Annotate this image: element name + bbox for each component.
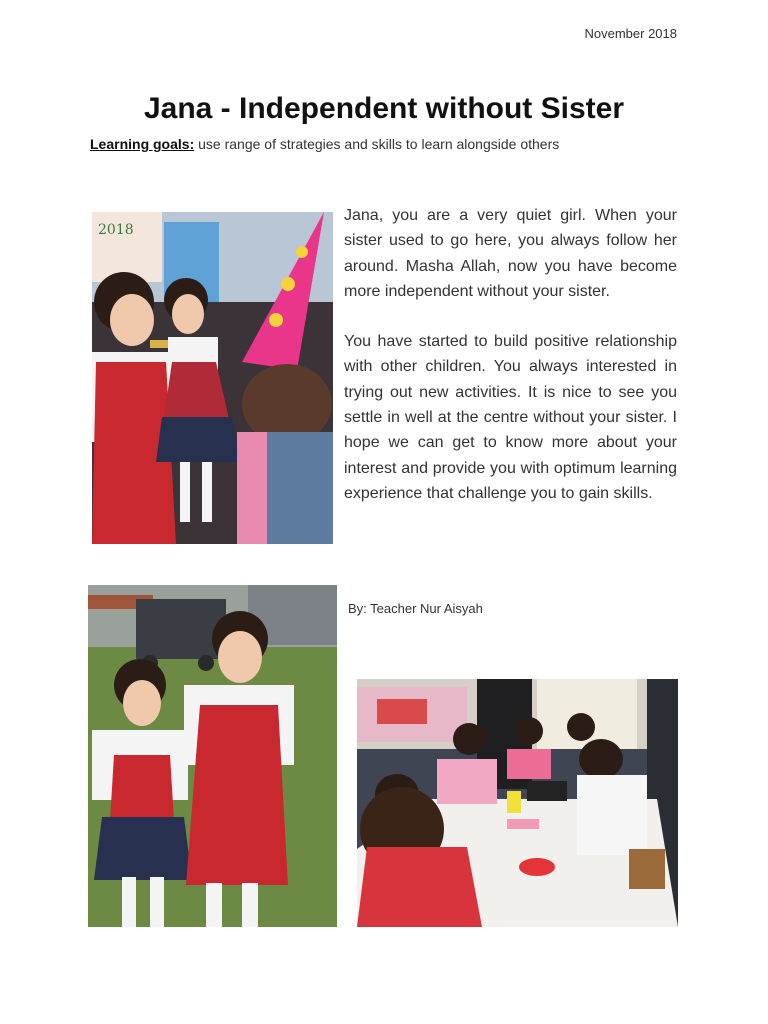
author-byline: By: Teacher Nur Aisyah	[348, 601, 483, 616]
photo-two-girls	[88, 585, 337, 927]
photo-sign-text: 2018	[98, 222, 134, 238]
learning-goals-label: Learning goals:	[90, 136, 195, 152]
document-date: November 2018	[584, 26, 677, 41]
paragraph-2: You have started to build positive relationship with other children. You always interested in trying out new activities. It is nice to see you settle in well at the centre without your sister. I hope we can get to know more about your interest and provide you with optimum learning experience that challenge you to gain skills.	[344, 333, 677, 502]
paragraph-1: Jana, you are a very quiet girl. When your sister used to go here, you always follow her around. Masha Allah, now you have become more independent without your sister.	[344, 207, 677, 300]
page-title: Jana - Independent without Sister	[143, 92, 625, 125]
learning-goals-text: use range of strategies and skills to learn alongside others	[194, 136, 560, 152]
photo-craft-table	[357, 679, 678, 927]
learning-goals	[90, 136, 559, 152]
photo-party-children	[92, 212, 333, 544]
observation-text	[344, 203, 677, 531]
